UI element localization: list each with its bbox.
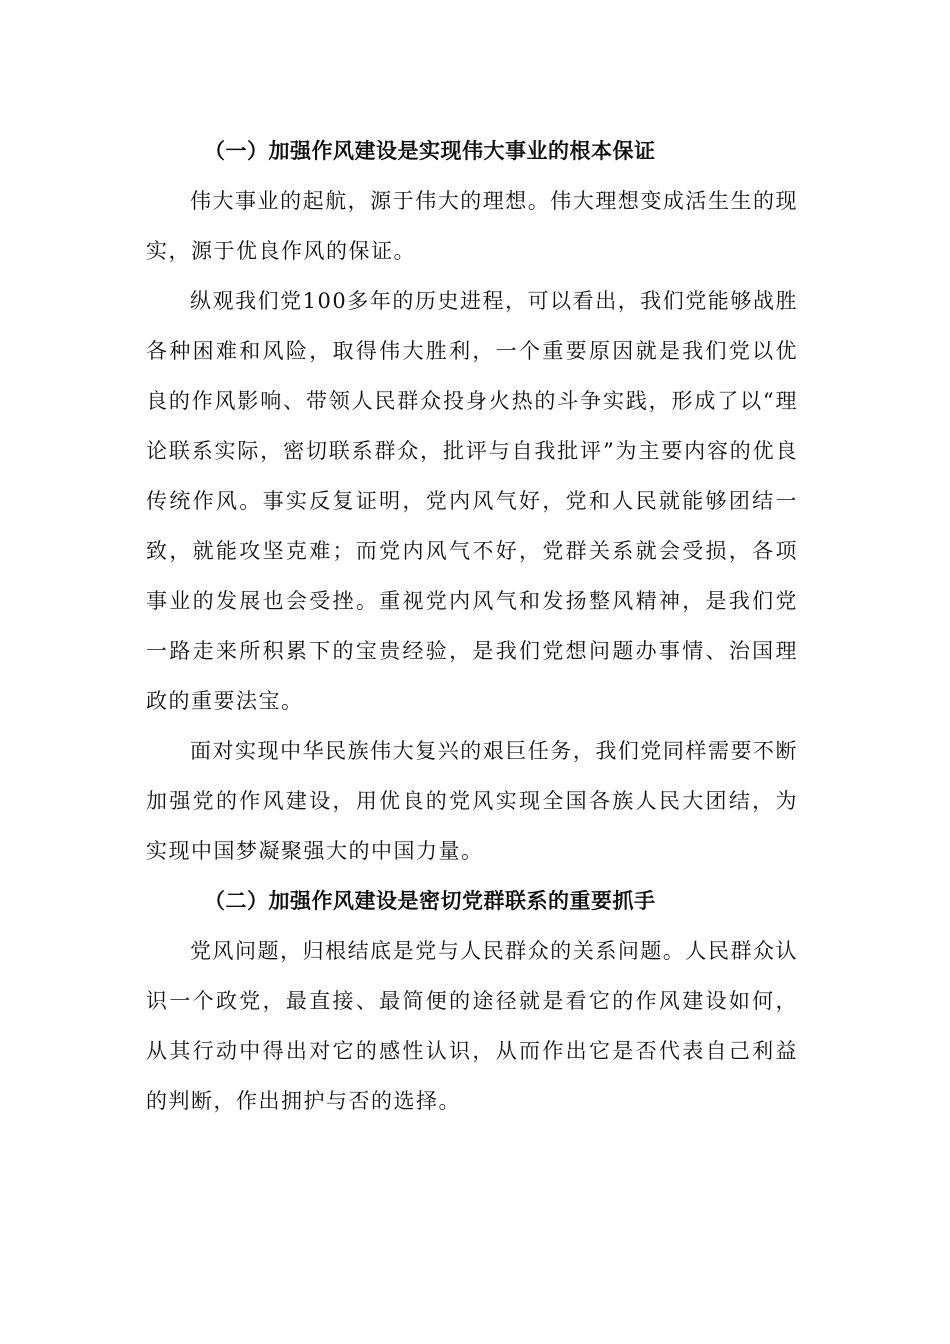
section-heading-1: （一）加强作风建设是实现伟大事业的根本保证	[204, 138, 656, 163]
document-body	[146, 126, 798, 1126]
paragraph: 伟大事业的起航，源于伟大的理想。伟大理想变成活生生的现实，源于优良作风的保证。	[146, 189, 798, 263]
paragraph: 纵观我们党100多年的历史进程，可以看出，我们党能够战胜各种困难和风险，取得伟大胜利，一个重要原因就是我们党以优良的作风影响、带领人民群众投身火热的斗争实践，形成了以“理论联系实际，密切联系群众，批评与自我批评”为主要内容的优良传统作风。事实反复证明，党内风气好，党和人民就能够团结一致，就能攻坚克难；而党内风气不好，党群关系就会受损，各项事业的发展也会受挫。重视党内风气和发扬整风精神，是我们党一路走来所积累下的宝贵经验，是我们党想问题办事情、治国理政的重要法宝。	[146, 289, 798, 713]
section-heading-2: （二）加强作风建设是密切党群联系的重要抓手	[204, 888, 656, 913]
paragraph: 党风问题，归根结底是党与人民群众的关系问题。人民群众认识一个政党，最直接、最简便的途径就是看它的作风建设如何，从其行动中得出对它的感性认识，从而作出它是否代表自己利益的判断，作出拥护与否的选择。	[146, 939, 798, 1113]
paragraph: 面对实现中华民族伟大复兴的艰巨任务，我们党同样需要不断加强党的作风建设，用优良的党风实现全国各族人民大团结，为实现中国梦凝聚强大的中国力量。	[146, 739, 798, 863]
